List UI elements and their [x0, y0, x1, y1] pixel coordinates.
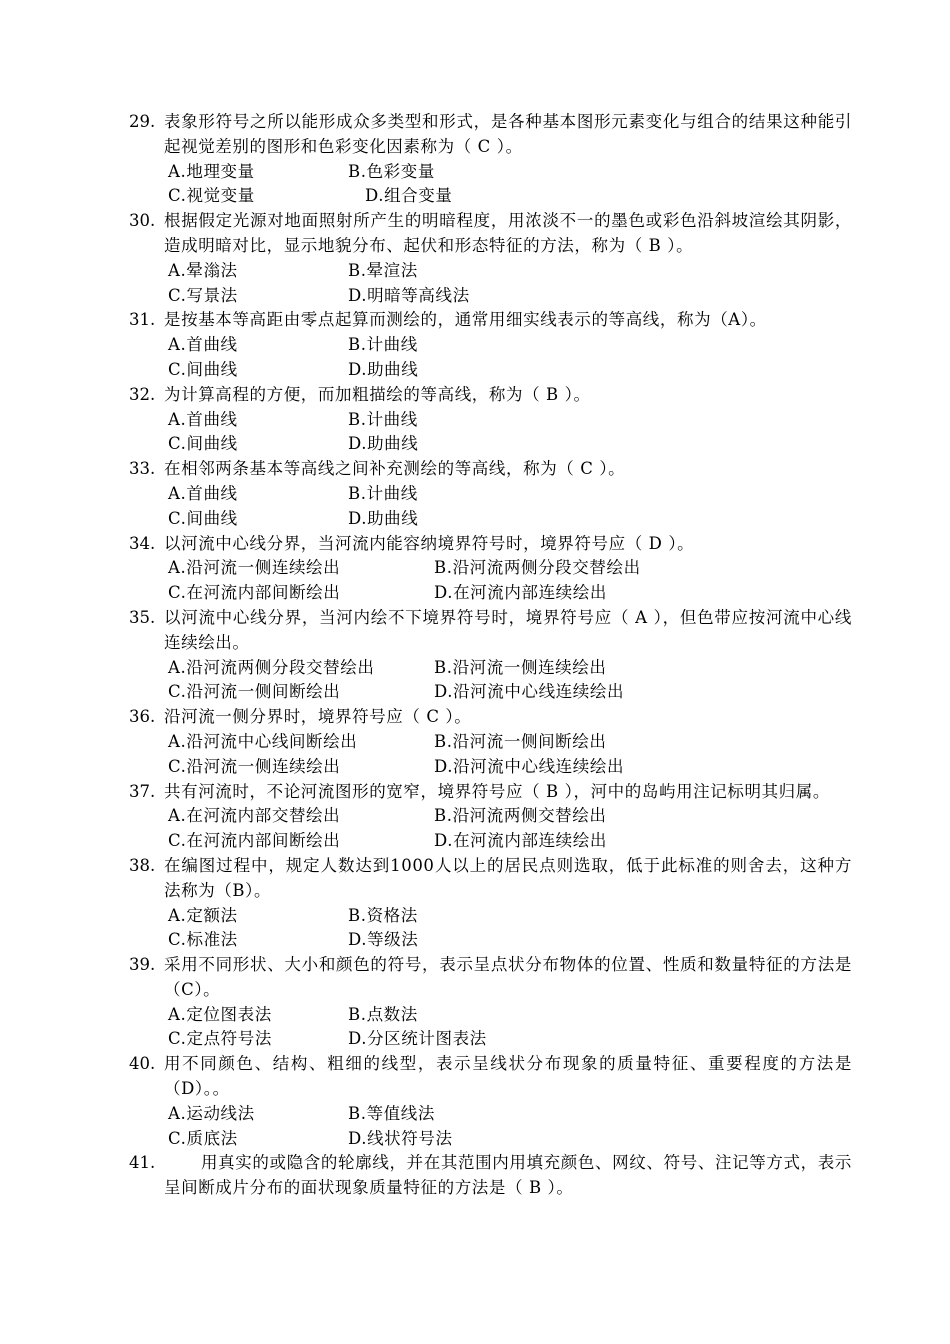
question-list: [0, 110, 950, 1201]
option-row: [168, 755, 950, 780]
question-text: 沿河流一侧分界时，境界符号应（ C ）。: [164, 707, 472, 727]
question-text: 为计算高程的方便，而加粗描绘的等高线，称为（ B ）。: [164, 384, 591, 404]
option-d: D.组合变量: [365, 186, 453, 206]
option-a: A.在河流内部交替绘出: [168, 806, 341, 826]
option-c: C.沿河流一侧间断绘出: [168, 682, 341, 702]
question-text: 是按基本等高距由零点起算而测绘的，通常用细实线表示的等高线，称为（A）。: [164, 310, 767, 330]
question-text: 根据假定光源对地面照射所产生的明暗程度，用浓淡不一的墨色或彩色沿斜坡渲绘其阴影，造成明暗对比，显示地貌分布、起伏和形态特征的方法，称为（ B ）。: [164, 211, 852, 255]
option-b: B.色彩变量: [348, 161, 435, 181]
option-row: [168, 259, 950, 284]
question-number: 32.: [129, 384, 156, 404]
option-row: [168, 829, 950, 854]
option-a: A.运动线法: [168, 1103, 255, 1123]
option-a: A.晕滃法: [168, 260, 238, 280]
option-row: [168, 1102, 950, 1127]
question-text: 用真实的或隐含的轮廓线，并在其范围内用填充颜色、网纹、符号、注记等方式，表示呈间断成片分布的面状现象质量特征的方法是（ B ）。: [164, 1153, 852, 1198]
question-number: 39.: [129, 955, 156, 975]
option-c: C.定点符号法: [168, 1029, 272, 1049]
question-32: [0, 383, 950, 457]
option-a: A.首曲线: [168, 483, 238, 503]
option-row: [168, 284, 950, 309]
option-c: C.质底法: [168, 1128, 238, 1148]
option-a: A.地理变量: [168, 161, 255, 181]
option-a: A.定额法: [168, 905, 238, 925]
question-number: 31.: [129, 310, 156, 330]
question-37: [0, 780, 950, 854]
option-b: B.点数法: [348, 1004, 418, 1024]
option-row: [168, 804, 950, 829]
question-number: 41.: [129, 1153, 156, 1173]
option-row: [168, 482, 950, 507]
option-b: B.资格法: [348, 905, 418, 925]
option-d: D.沿河流中心线连续绘出: [434, 682, 625, 702]
option-row: [168, 1027, 950, 1052]
question-number: 34.: [129, 533, 156, 553]
option-row: [168, 184, 950, 209]
option-b: B.沿河流两侧分段交替绘出: [434, 558, 641, 578]
option-d: D.助曲线: [348, 359, 419, 379]
option-d: D.助曲线: [348, 508, 419, 528]
question-number: 40.: [129, 1054, 156, 1074]
question-number: 36.: [129, 707, 156, 727]
question-text: 以河流中心线分界，当河内绘不下境界符号时，境界符号应（ A ），但色带应按河流中心线连续绘出。: [164, 607, 852, 652]
option-row: [168, 333, 950, 358]
option-b: B.沿河流一侧连续绘出: [434, 657, 607, 677]
question-text: 采用不同形状、大小和颜色的符号，表示呈点状分布物体的位置、性质和数量特征的方法是（C）。: [164, 955, 852, 999]
option-a: A.首曲线: [168, 409, 238, 429]
question-29: [0, 110, 950, 209]
question-31: [0, 308, 950, 382]
option-d: D.等级法: [348, 930, 419, 950]
question-40: [0, 1052, 950, 1151]
option-b: B.计曲线: [348, 409, 418, 429]
option-row: [168, 928, 950, 953]
option-row: [168, 904, 950, 929]
option-row: [168, 432, 950, 457]
option-a: A.沿河流两侧分段交替绘出: [168, 657, 375, 677]
question-38: [0, 854, 950, 953]
option-row: [168, 160, 950, 185]
option-d: D.在河流内部连续绘出: [434, 831, 607, 851]
question-text: 表象形符号之所以能形成众多类型和形式，是各种基本图形元素变化与组合的结果这种能引起视觉差别的图形和色彩变化因素称为（ C ）。: [164, 112, 852, 156]
option-row: [168, 556, 950, 581]
option-d: D.沿河流中心线连续绘出: [434, 756, 625, 776]
question-number: 29.: [129, 112, 156, 131]
question-39: [0, 953, 950, 1052]
option-row: [168, 408, 950, 433]
option-c: C.在河流内部间断绘出: [168, 831, 341, 851]
option-b: B.等值线法: [348, 1103, 435, 1123]
question-text: 共有河流时，不论河流图形的宽窄，境界符号应（ B ），河中的岛屿用注记标明其归属。: [164, 781, 830, 801]
question-36: [0, 705, 950, 779]
question-number: 38.: [129, 855, 156, 875]
option-d: D.明暗等高线法: [348, 285, 470, 305]
option-b: B.计曲线: [348, 335, 418, 355]
option-row: [168, 507, 950, 532]
option-d: D.助曲线: [348, 434, 419, 454]
option-c: C.间曲线: [168, 434, 238, 454]
question-number: 33.: [129, 459, 156, 479]
option-a: A.定位图表法: [168, 1004, 272, 1024]
option-a: A.沿河流一侧连续绘出: [168, 558, 341, 578]
question-text: 在编图过程中，规定人数达到1000人以上的居民点则选取，低于此标准的则舍去，这种方法称为（B）。: [164, 855, 852, 900]
option-b: B.沿河流一侧间断绘出: [434, 731, 607, 751]
option-c: C.间曲线: [168, 359, 238, 379]
option-row: [168, 656, 950, 681]
option-row: [168, 1003, 950, 1028]
option-c: C.标准法: [168, 930, 238, 950]
question-33: [0, 457, 950, 531]
question-34: [0, 532, 950, 606]
option-c: C.视觉变量: [168, 186, 255, 206]
question-number: 37.: [129, 781, 156, 801]
question-30: [0, 209, 950, 308]
question-number: 30.: [129, 211, 156, 231]
question-41: [0, 1151, 950, 1201]
option-row: [168, 358, 950, 383]
option-d: D.分区统计图表法: [348, 1029, 487, 1049]
question-text: 用不同颜色、结构、粗细的线型，表示呈线状分布现象的质量特征、重要程度的方法是（D）。。: [164, 1054, 852, 1099]
option-row: [168, 1127, 950, 1152]
option-b: B.晕渲法: [348, 260, 418, 280]
option-row: [168, 581, 950, 606]
question-text: 在相邻两条基本等高线之间补充测绘的等高线，称为（ C ）。: [164, 459, 626, 479]
option-d: D.线状符号法: [348, 1128, 453, 1148]
question-number: 35.: [129, 607, 156, 627]
option-b: B.计曲线: [348, 483, 418, 503]
option-c: C.间曲线: [168, 508, 238, 528]
option-c: C.在河流内部间断绘出: [168, 583, 341, 603]
option-c: C.沿河流一侧连续绘出: [168, 756, 341, 776]
option-d: D.在河流内部连续绘出: [434, 583, 607, 603]
question-35: [0, 606, 950, 705]
question-text: 以河流中心线分界，当河流内能容纳境界符号时，境界符号应（ D ）。: [164, 533, 695, 553]
option-b: B.沿河流两侧交替绘出: [434, 806, 607, 826]
option-a: A.沿河流中心线间断绘出: [168, 731, 358, 751]
option-row: [168, 680, 950, 705]
option-a: A.首曲线: [168, 335, 238, 355]
option-row: [168, 730, 950, 755]
option-c: C.写景法: [168, 285, 238, 305]
